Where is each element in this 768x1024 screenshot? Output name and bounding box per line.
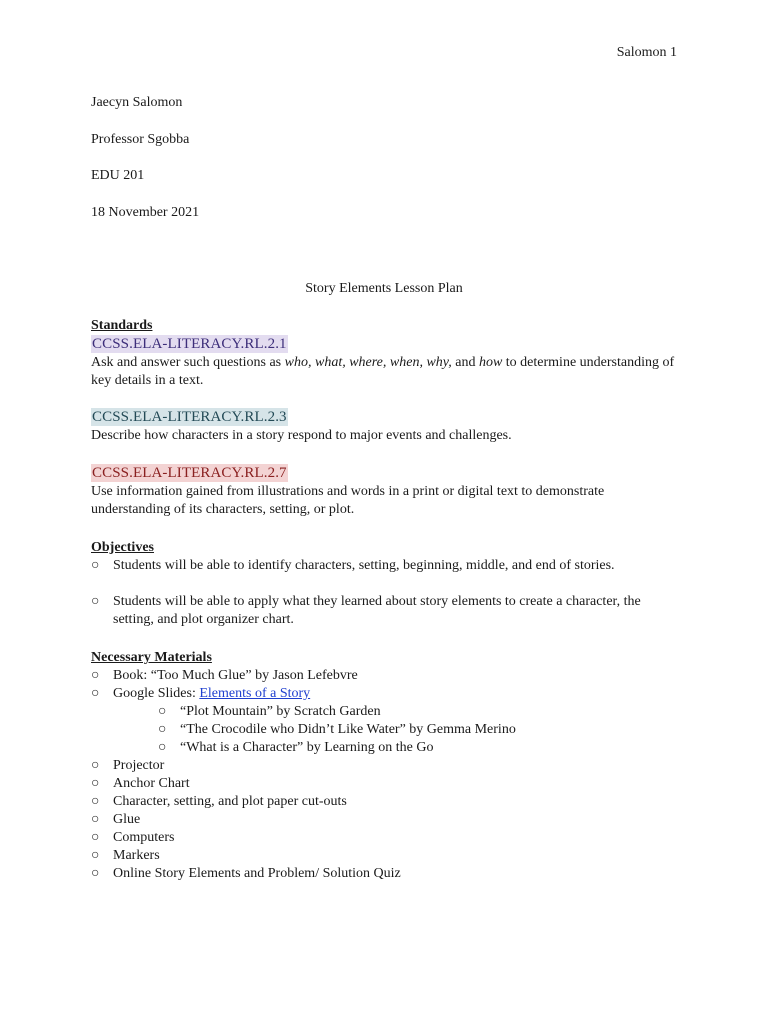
bullet-icon: ○ xyxy=(91,558,100,573)
materials-heading: Necessary Materials xyxy=(91,650,212,665)
bullet-icon: ○ xyxy=(91,848,100,863)
professor-name: Professor Sgobba xyxy=(91,132,190,147)
list-item: ○ Character, setting, and plot paper cut-outs xyxy=(91,794,347,809)
bullet-icon: ○ xyxy=(91,594,100,609)
bullet-icon: ○ xyxy=(91,794,100,809)
student-name: Jaecyn Salomon xyxy=(91,95,183,110)
materials-section xyxy=(91,649,681,883)
bullet-icon: ○ xyxy=(91,758,100,773)
document-date: 18 November 2021 xyxy=(91,205,200,220)
bullet-icon: ○ xyxy=(91,776,100,791)
objectives-section xyxy=(91,539,681,629)
standards-section xyxy=(91,317,681,390)
sub-list-item: ○ “Plot Mountain” by Scratch Garden xyxy=(158,704,381,719)
standard-code: CCSS.ELA-LITERACY.RL.2.1 xyxy=(92,336,287,352)
list-item: ○ Glue xyxy=(91,812,141,827)
standard-code: CCSS.ELA-LITERACY.RL.2.7 xyxy=(92,465,287,481)
bullet-icon: ○ xyxy=(91,812,100,827)
standard-code: CCSS.ELA-LITERACY.RL.2.3 xyxy=(92,409,287,425)
list-item: ○ Students will be able to apply what they learned about story elements to create a character, the setting, and plot organizer chart. xyxy=(91,594,641,627)
list-item: ○ Google Slides: Elements of a Story xyxy=(91,686,311,701)
bullet-icon: ○ xyxy=(91,866,100,881)
sub-list-item: ○ “The Crocodile who Didn’t Like Water” by Gemma Merino xyxy=(158,722,516,737)
bullet-icon: ○ xyxy=(91,686,100,701)
standard-2 xyxy=(91,408,681,445)
course-code: EDU 201 xyxy=(91,168,145,183)
list-item: ○ Anchor Chart xyxy=(91,776,190,791)
standards-heading: Standards xyxy=(91,318,153,333)
document-title: Story Elements Lesson Plan xyxy=(305,281,463,296)
running-head: Salomon 1 xyxy=(616,45,677,60)
standard-description: Ask and answer such questions as who, what, where, when, why, and how to determine understanding of key details in a text. xyxy=(91,355,675,388)
bullet-icon: ○ xyxy=(158,740,167,755)
list-item: ○ Projector xyxy=(91,758,165,773)
slides-link[interactable]: Elements of a Story xyxy=(199,686,311,701)
standard-3 xyxy=(91,464,681,519)
standard-description: Use information gained from illustrations and words in a print or digital text to demonstrate understanding of its characters, setting, or plot. xyxy=(91,484,605,517)
bullet-icon: ○ xyxy=(158,722,167,737)
sub-list-item: ○ “What is a Character” by Learning on the Go xyxy=(158,740,434,755)
bullet-icon: ○ xyxy=(158,704,167,719)
standard-description: Describe how characters in a story respond to major events and challenges. xyxy=(91,428,512,443)
objectives-heading: Objectives xyxy=(91,540,154,555)
list-item: ○ Online Story Elements and Problem/ Solution Quiz xyxy=(91,866,401,881)
bullet-icon: ○ xyxy=(91,830,100,845)
bullet-icon: ○ xyxy=(91,668,100,683)
list-item: ○ Markers xyxy=(91,848,160,863)
list-item: ○ Book: “Too Much Glue” by Jason Lefebvre xyxy=(91,668,358,683)
list-item: ○ Computers xyxy=(91,830,175,845)
list-item: ○ Students will be able to identify characters, setting, beginning, middle, and end of stories. xyxy=(91,558,615,573)
